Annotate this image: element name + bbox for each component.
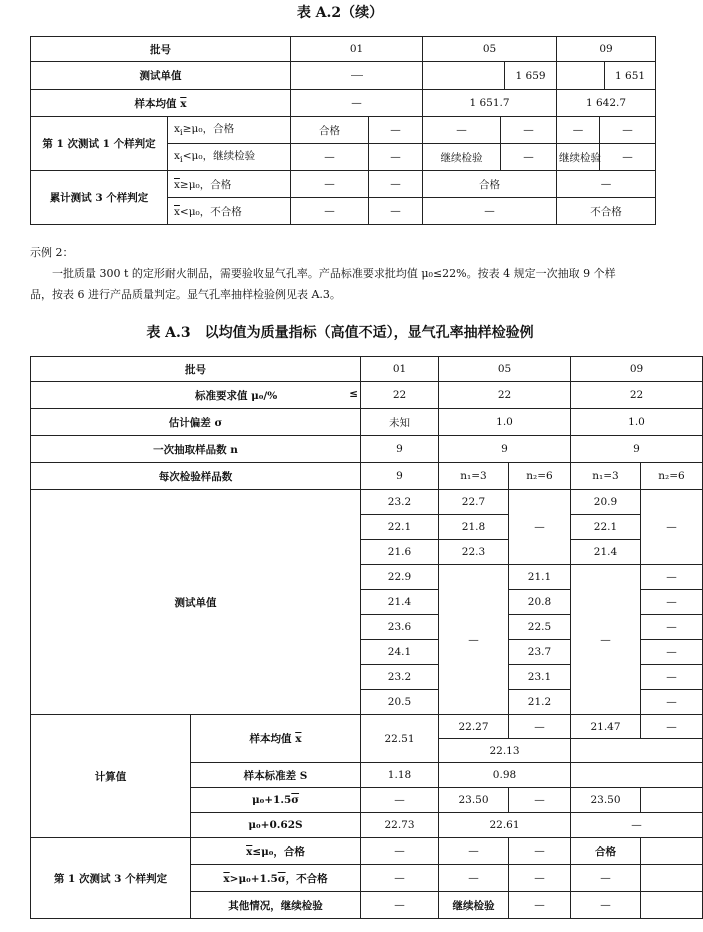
a3-cell: —: [361, 892, 439, 919]
a2-cell: —: [600, 117, 656, 144]
a2-cell: —: [423, 198, 557, 225]
a3-cell: 9: [439, 436, 571, 463]
a3-each-label: 每次检验样品数: [31, 463, 361, 490]
a3-unit: 22.1: [571, 515, 641, 540]
a2-batch-05: 05: [423, 37, 557, 62]
a3-cell: 22: [571, 382, 703, 409]
a3-unit: 24.1: [361, 640, 439, 665]
a3-cell: n₁=3: [571, 463, 641, 490]
a2-cell: —: [369, 144, 423, 171]
a3-cell: 9: [361, 463, 439, 490]
a3-cell: [641, 865, 703, 892]
a3-cell: 22: [361, 382, 439, 409]
a2-g1-cond1: $x_i\ge\mu_0$，合格: [168, 117, 291, 144]
a3-judge-cond2: $\overline{x}>\mu_0+1.5\overline{\sigma}$，不合格: [191, 865, 361, 892]
a3-sd-05: 0.98: [439, 763, 571, 788]
a3-unit: —: [641, 590, 703, 615]
a3-unit: —: [439, 565, 509, 715]
a3-unit: —: [641, 490, 703, 565]
a2-units-09: 1 651: [615, 69, 646, 82]
a2-cell: —: [501, 117, 557, 144]
a3-unit: 22.7: [439, 490, 509, 515]
a2-cell: —: [501, 144, 557, 171]
a3-cell: [641, 892, 703, 919]
a2-batch-label: 批号: [31, 37, 291, 62]
a3-mean-05b: —: [509, 715, 571, 739]
a3-batch-09: 09: [571, 357, 703, 382]
a3-unit: —: [641, 565, 703, 590]
a3-cell: —: [361, 838, 439, 865]
a3-unit: 21.2: [509, 690, 571, 715]
a3-std-label: 标准要求值 μ₀/% ≤: [31, 382, 361, 409]
a3-unit: 21.1: [509, 565, 571, 590]
a3-sd-09: [571, 763, 703, 788]
a2-g1-r1-c: 合格: [291, 117, 369, 144]
a3-unit: —: [641, 640, 703, 665]
a3-batch-label: 批号: [31, 357, 361, 382]
a3-cell: 合格: [571, 838, 641, 865]
a3-mean-01: 22.51: [361, 715, 439, 763]
a3-unit: 22.5: [509, 615, 571, 640]
a2-mean-05: 1 651.7: [423, 90, 557, 117]
a3-mean-09a: 21.47: [571, 715, 641, 739]
a3-units-label: 测试单值: [31, 490, 361, 715]
a3-unit: 20.9: [571, 490, 641, 515]
a3-mS-09: —: [571, 813, 703, 838]
a2-cell: —: [369, 198, 423, 225]
a2-cell: —: [600, 144, 656, 171]
a3-unit: —: [571, 565, 641, 715]
a3-cell: —: [509, 892, 571, 919]
a3-unit: 23.1: [509, 665, 571, 690]
table-a2-title: 表 A.2（续）: [296, 5, 384, 21]
a2-units-05: 1 659: [515, 69, 546, 82]
a3-mean-label: 样本均值 $\overline{x}$: [191, 715, 361, 763]
a2-cell: —: [291, 171, 369, 198]
a2-cell: —: [369, 171, 423, 198]
a3-mean-09: [571, 739, 703, 763]
a3-cell: 22: [439, 382, 571, 409]
a3-cell: 未知: [361, 409, 439, 436]
a3-unit: —: [641, 665, 703, 690]
a3-cell: 继续检验: [439, 892, 509, 919]
a3-ms-09a: 23.50: [571, 788, 641, 813]
a3-mean-05a: 22.27: [439, 715, 509, 739]
a3-ms-09b: [641, 788, 703, 813]
a2-g1-label: 第 1 次测试 1 个样判定: [31, 117, 168, 171]
a3-judge-cond3: 其他情况，继续检验: [191, 892, 361, 919]
a3-unit: 22.1: [361, 515, 439, 540]
a3-batch-05: 05: [439, 357, 571, 382]
a3-ms-05a: 23.50: [439, 788, 509, 813]
a3-mS-label: μ₀+0.62S: [191, 813, 361, 838]
a3-n-label: 一次抽取样品数 n: [31, 436, 361, 463]
example-line-1: 一批质量 300 t 的定形耐火制品，需要验收显气孔率。产品标准要求批均值 μ₀≤22%。按表 4 规定一次抽取 9 个样: [52, 267, 616, 280]
a3-sd-01: 1.18: [361, 763, 439, 788]
a3-cell: —: [439, 838, 509, 865]
a3-batch-01: 01: [361, 357, 439, 382]
a3-unit: 23.7: [509, 640, 571, 665]
a3-judge-cond1: $\overline{x}\le\mu_0$，合格: [191, 838, 361, 865]
a2-mean-label: 样本均值 $\overline{x}$: [31, 90, 291, 117]
a3-cell: 1.0: [571, 409, 703, 436]
a3-mean-09b: —: [641, 715, 703, 739]
a2-cell: —: [557, 117, 600, 144]
a3-calc-label: 计算值: [31, 715, 191, 838]
a2-units-label: 测试单值: [31, 62, 291, 90]
a3-unit: 23.2: [361, 490, 439, 515]
a3-unit: 22.9: [361, 565, 439, 590]
a3-unit: 20.5: [361, 690, 439, 715]
table-a3: [30, 356, 703, 919]
a3-cell: 9: [361, 436, 439, 463]
a3-mean-05: 22.13: [439, 739, 571, 763]
a3-unit: 21.4: [571, 540, 641, 565]
example-heading: 示例 2：: [30, 246, 74, 259]
a3-ms-01: —: [361, 788, 439, 813]
a2-units-01: [291, 62, 423, 90]
a3-mS-05: 22.61: [439, 813, 571, 838]
a3-unit: 22.3: [439, 540, 509, 565]
table-a3-title: 表 A.3 以均值为质量指标（高值不适），显气孔率抽样检验例: [146, 325, 534, 341]
a2-cell: —: [423, 117, 501, 144]
a3-cell: n₂=6: [641, 463, 703, 490]
a3-cell: —: [509, 838, 571, 865]
a3-unit: —: [641, 615, 703, 640]
a2-g2-label: 累计测试 3 个样判定: [31, 171, 168, 225]
a3-ms-05b: —: [509, 788, 571, 813]
a2-batch-01: 01: [291, 37, 423, 62]
a2-g1-cond2: $x_i<\mu_0$，继续检验: [168, 144, 291, 171]
a3-cell: —: [361, 865, 439, 892]
a2-mean-09: 1 642.7: [557, 90, 656, 117]
a3-unit: —: [641, 690, 703, 715]
a2-cell: —: [557, 171, 656, 198]
a2-mean-01: —: [291, 90, 423, 117]
a3-cell: n₂=6: [509, 463, 571, 490]
a3-sigma-label: 估计偏差 σ: [31, 409, 361, 436]
example-paragraph: [30, 242, 655, 305]
a2-cell: —: [291, 198, 369, 225]
table-a2: [30, 36, 656, 225]
a2-cell: 不合格: [557, 198, 656, 225]
a2-g2-cond1: $\overline{x}\ge\mu_0$，合格: [168, 171, 291, 198]
a3-cell: 1.0: [439, 409, 571, 436]
a3-mS-01: 22.73: [361, 813, 439, 838]
a3-unit: 21.4: [361, 590, 439, 615]
a3-unit: 21.6: [361, 540, 439, 565]
a3-cell: —: [571, 892, 641, 919]
a3-ms-label: $\mu_0+1.5\overline{\sigma}$: [191, 788, 361, 813]
example-line-2: 品，按表 6 进行产品质量判定。显气孔率抽样检验例见表 A.3。: [30, 288, 341, 301]
a2-cell: —: [291, 144, 369, 171]
a3-unit: —: [509, 490, 571, 565]
a3-sd-label: 样本标准差 S: [191, 763, 361, 788]
a3-unit: 23.6: [361, 615, 439, 640]
a2-g2-cond2: $\overline{x}<\mu_0$，不合格: [168, 198, 291, 225]
a3-cell: —: [571, 865, 641, 892]
a2-cell: 合格: [423, 171, 557, 198]
a3-cell: [641, 838, 703, 865]
a2-cell: 继续检验: [423, 144, 501, 171]
a3-cell: n₁=3: [439, 463, 509, 490]
a3-unit: 20.8: [509, 590, 571, 615]
a2-batch-09: 09: [557, 37, 656, 62]
a3-cell: 9: [571, 436, 703, 463]
a2-cell: —: [369, 117, 423, 144]
a3-unit: 23.2: [361, 665, 439, 690]
a3-cell: —: [509, 865, 571, 892]
a3-unit: 21.8: [439, 515, 509, 540]
a2-cell: 继续检验: [557, 144, 600, 171]
a3-cell: —: [439, 865, 509, 892]
a3-judge-label: 第 1 次测试 3 个样判定: [31, 838, 191, 919]
